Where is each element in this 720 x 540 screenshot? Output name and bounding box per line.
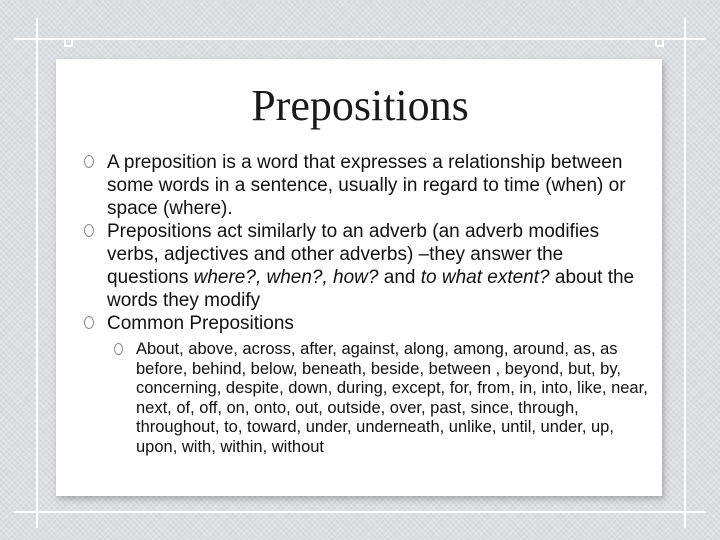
corner-square-top-right	[655, 38, 664, 47]
sub-bullet-list	[114, 340, 649, 457]
slide-title: Prepositions	[251, 81, 469, 130]
bullet-text: A preposition is a word that expresses a relationship between some words in a sentence, usually in regard to time (when) or space (where).	[107, 152, 626, 219]
sub-bullet-text: About, above, across, after, against, along, among, around, as, as before, behind, below, beneath, beside, between , beyond, but, by, concerning, despite, down, during, except, for, from, in, into, like, near, next, of, off, on, onto, out, outside, over, past, since, through, throughout, to, toward, under, underneath, unlike, until, under, up, upon, with, within, without	[136, 340, 648, 456]
bullet-oval-icon	[84, 224, 94, 237]
frame-line-top	[14, 38, 706, 40]
bullet-text-emphasis: where?, when?, how?	[193, 267, 379, 288]
bullet-oval-icon	[114, 343, 123, 355]
bullet-text: Common Prepositions	[107, 313, 294, 334]
bullet-list	[84, 151, 644, 335]
bullet-text-emphasis: to what extent?	[420, 267, 550, 288]
bullet-item	[84, 151, 644, 220]
corner-square-top-left	[64, 38, 73, 47]
frame-line-bottom	[14, 511, 706, 513]
bullet-item	[84, 220, 644, 312]
bullet-oval-icon	[84, 155, 94, 168]
bullet-text-part: about the words they modify	[107, 267, 635, 311]
sub-bullet-item	[114, 340, 649, 457]
bullet-oval-icon	[84, 316, 94, 329]
bullet-text-part: Prepositions act similarly to an adverb (an adverb modifies verbs, adjectives and other adverbs) –they answer the questions	[107, 221, 600, 288]
bullet-text	[107, 221, 634, 311]
bullet-item	[84, 312, 644, 335]
bullet-text-part: and	[378, 267, 421, 288]
